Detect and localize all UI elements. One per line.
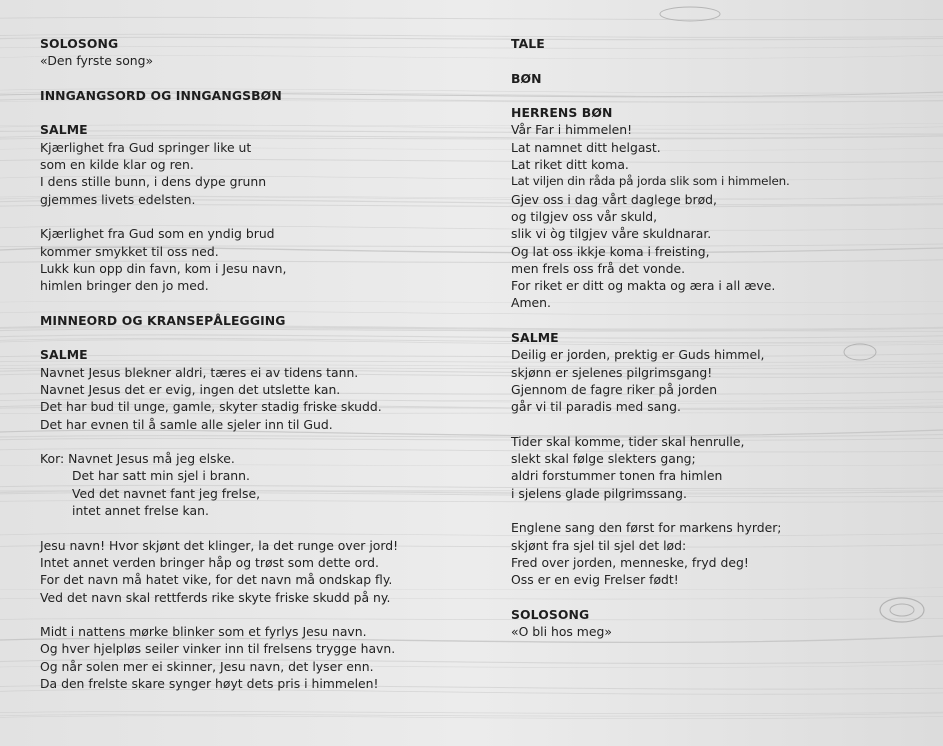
prayer-line: Og lat oss ikkje koma i freisting, (511, 243, 710, 259)
verse-line: Fred over jorden, menneske, fryd deg! (511, 554, 749, 570)
hymn-stanza (40, 364, 480, 433)
prayer-line: Lat riket ditt koma. (511, 157, 629, 173)
verse-line: Gjennom de fagre riker på jorden (511, 381, 718, 397)
section-heading: SALME (40, 122, 88, 138)
prayer-line: For riket er ditt og makta og æra i all æve. (511, 278, 776, 294)
verse-line: Ved det navn skal rettferds rike skyte friske skudd på ny. (40, 589, 391, 605)
hymn-stanza (40, 225, 480, 294)
hymn-chorus (40, 450, 480, 519)
section-heading: BØN (511, 70, 542, 86)
verse-line: Midt i nattens mørke blinker som et fyrlys Jesu navn. (40, 624, 367, 640)
section-tale (511, 35, 931, 52)
hymn-stanza (40, 537, 480, 606)
section-salme-3 (511, 329, 931, 588)
verse-line: Deilig er jorden, prektig er Guds himmel, (511, 347, 765, 363)
section-solosong-2 (511, 606, 931, 641)
verse-line: Intet annet verden bringer håp og trøst som dette ord. (40, 554, 379, 570)
song-title: «Den fyrste song» (40, 53, 154, 69)
prayer-line: Lat viljen din råda på jorda slik som i himmelen. (511, 174, 790, 189)
verse-line: kommer smykket til oss ned. (40, 243, 219, 259)
right-column (511, 35, 931, 658)
verse-line: Lukk kun opp din favn, kom i Jesu navn, (40, 260, 287, 276)
verse-line: går vi til paradis med sang. (511, 399, 681, 415)
verse-line: I dens stille bunn, i dens dype grunn (40, 174, 267, 190)
section-minneord (40, 312, 480, 329)
section-solosong-1 (40, 35, 480, 70)
verse-line: intet annet frelse kan. (72, 503, 209, 519)
verse-line: Englene sang den først for markens hyrder; (511, 520, 782, 536)
prayer-line: Gjev oss i dag vårt daglege brød, (511, 191, 717, 207)
section-bon (511, 70, 931, 87)
left-column (40, 35, 480, 710)
verse-line: Ved det navnet fant jeg frelse, (72, 485, 261, 501)
section-heading: SALME (40, 347, 88, 363)
song-title: «O bli hos meg» (511, 624, 612, 640)
verse-line: himlen bringer den jo med. (40, 278, 209, 294)
verse-line: For det navn må hatet vike, for det navn må ondskap fly. (40, 572, 393, 588)
verse-line: Navnet Jesus blekner aldri, tæres ei av tidens tann. (40, 364, 359, 380)
verse-line: Tider skal komme, tider skal henrulle, (511, 433, 745, 449)
section-heading: TALE (511, 36, 545, 51)
hymn-stanza (40, 623, 480, 692)
section-heading: HERRENS BØN (511, 105, 613, 121)
verse-line: Navnet Jesus det er evig, ingen det utslette kan. (40, 381, 341, 397)
prayer-line: men frels oss frå det vonde. (511, 260, 686, 276)
verse-line: Og når solen mer ei skinner, Jesu navn, det lyser enn. (40, 658, 374, 674)
verse-line: Jesu navn! Hvor skjønt det klinger, la det runge over jord! (40, 537, 399, 553)
section-salme-2 (40, 346, 480, 692)
verse-line: Det har bud til unge, gamle, skyter stadig friske skudd. (40, 399, 382, 415)
section-heading: SALME (511, 330, 559, 346)
verse-line: som en kilde klar og ren. (40, 157, 194, 173)
section-heading: INNGANGSORD OG INNGANGSBØN (40, 87, 282, 103)
section-inngangsord (40, 87, 480, 104)
verse-line: Og hver hjelpløs seiler vinker inn til frelsens trygge havn. (40, 641, 396, 657)
verse-line: Kjærlighet fra Gud springer like ut (40, 139, 252, 155)
section-heading: SOLOSONG (40, 36, 119, 51)
prayer-line: slik vi òg tilgjev våre skuldnarar. (511, 226, 712, 242)
verse-line: Kor: Navnet Jesus må jeg elske. (40, 451, 235, 467)
prayer-line: Lat namnet ditt helgast. (511, 139, 661, 155)
prayer-line: og tilgjev oss vår skuld, (511, 208, 658, 224)
verse-line: Det har satt min sjel i brann. (72, 468, 250, 484)
verse-line: slekt skal følge slekters gang; (511, 451, 696, 467)
verse-line: Oss er en evig Frelser født! (511, 572, 679, 588)
prayer-line: Amen. (511, 295, 551, 311)
verse-line: aldri forstummer tonen fra himlen (511, 468, 723, 484)
verse-line: skjønt fra sjel til sjel det lød: (511, 537, 687, 553)
verse-line: Det har evnen til å samle alle sjeler inn til Gud. (40, 416, 333, 432)
hymn-stanza (40, 139, 480, 208)
verse-line: i sjelens glade pilgrimssang. (511, 485, 687, 501)
section-heading: SOLOSONG (511, 606, 590, 622)
hymn-stanza (511, 346, 931, 415)
section-herrens-bon (511, 104, 931, 312)
verse-line: gjemmes livets edelsten. (40, 191, 196, 207)
section-heading: MINNEORD OG KRANSEPÅLEGGING (40, 312, 286, 328)
verse-line: Kjærlighet fra Gud som en yndig brud (40, 226, 275, 242)
verse-line: skjønn er sjelenes pilgrimsgang! (511, 364, 713, 380)
verse-line: Da den frelste skare synger høyt dets pris i himmelen! (40, 675, 379, 691)
prayer-line: Vår Far i himmelen! (511, 122, 633, 138)
hymn-stanza (511, 433, 931, 502)
hymn-stanza (511, 519, 931, 588)
section-salme-1 (40, 121, 480, 294)
